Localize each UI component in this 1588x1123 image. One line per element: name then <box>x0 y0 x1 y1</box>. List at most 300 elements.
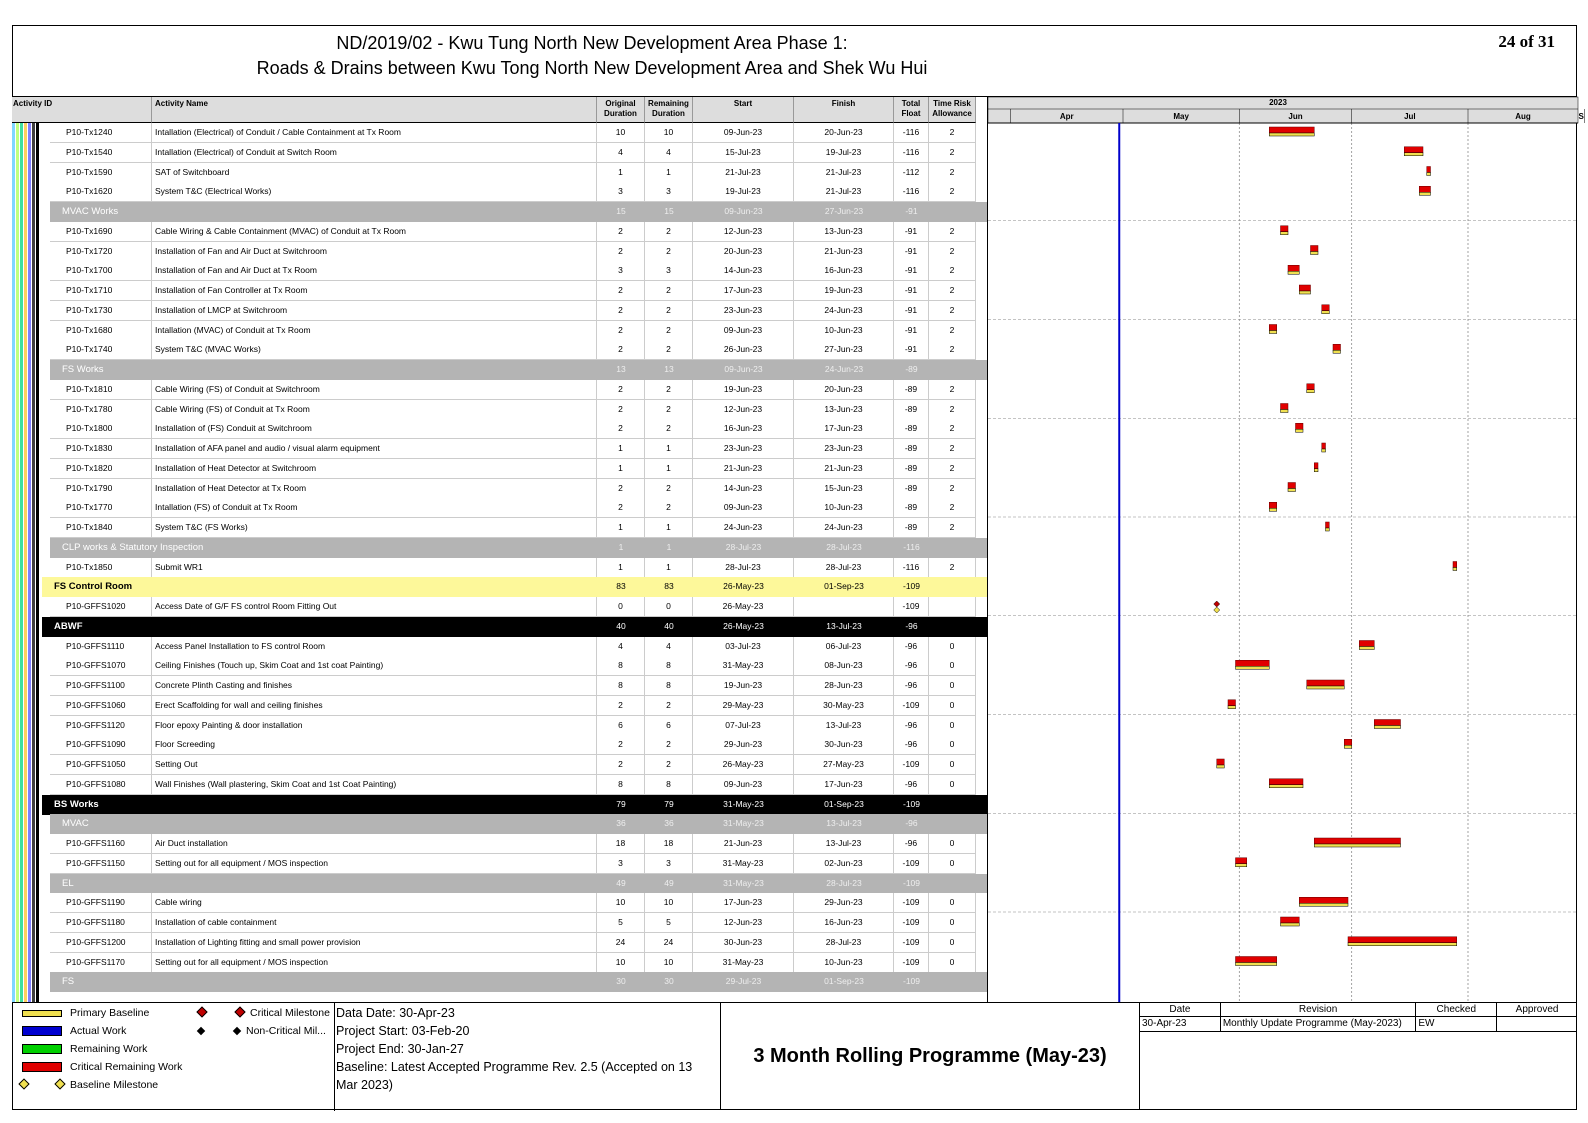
cell-tra: 2 <box>929 498 976 518</box>
cell-rem: 10 <box>645 893 693 913</box>
table-row[interactable] <box>12 459 987 479</box>
baseline-swatch <box>22 1010 62 1017</box>
activity-name: Cable wiring <box>152 893 597 913</box>
table-row[interactable] <box>12 735 987 755</box>
group-row[interactable] <box>12 202 987 222</box>
baseline-milestone-icon <box>18 1078 29 1089</box>
cell-tra: 2 <box>929 123 976 143</box>
table-row[interactable] <box>12 479 987 499</box>
baseline-bar <box>1348 943 1457 946</box>
cell-start: 15-Jul-23 <box>693 143 794 163</box>
cell-start: 09-Jun-23 <box>724 206 763 216</box>
wbs-bar <box>36 123 39 1003</box>
critical-bar <box>1281 917 1300 923</box>
cell-finish: 01-Sep-23 <box>824 581 864 592</box>
cell-orig: 2 <box>597 498 645 518</box>
activity-name: Installation of Heat Detector at Switchroom <box>152 459 597 479</box>
activity-id: P10-GFFS1060 <box>50 696 152 716</box>
cell-tra: 0 <box>929 755 976 775</box>
critical-bar <box>1288 265 1299 271</box>
cell-orig: 18 <box>597 834 645 854</box>
cell-orig: 24 <box>597 933 645 953</box>
cell-finish: 24-Jun-23 <box>824 364 864 374</box>
cell-float: -96 <box>894 775 929 795</box>
activity-name: Intallation (MVAC) of Conduit at Tx Room <box>152 321 597 341</box>
table-row[interactable] <box>12 261 987 281</box>
cell-finish: 28-Jun-23 <box>794 676 894 696</box>
group-row[interactable] <box>12 874 987 894</box>
cell-rem: 79 <box>664 798 674 809</box>
activity-id: P10-Tx1700 <box>50 261 152 281</box>
cell-float: -91 <box>894 340 929 360</box>
cell-orig: 2 <box>597 301 645 321</box>
cell-finish: 17-Jun-23 <box>794 419 894 439</box>
actual-swatch <box>22 1026 62 1036</box>
cell-float: -89 <box>905 364 918 374</box>
activity-name: Cable Wiring & Cable Containment (MVAC) of Conduit at Tx Room <box>152 222 597 242</box>
activity-name: Installation of (FS) Conduit at Switchroom <box>152 419 597 439</box>
cell-start: 21-Jun-23 <box>693 459 794 479</box>
critical-milestone-icon <box>196 1006 207 1017</box>
cell-rem: 2 <box>645 380 693 400</box>
group-name: CLP works & Statutory Inspection <box>62 541 204 553</box>
activity-id: P10-Tx1810 <box>50 380 152 400</box>
cell-orig: 8 <box>597 676 645 696</box>
critical-milestone-icon <box>234 1006 245 1017</box>
activity-id: P10-Tx1830 <box>50 439 152 459</box>
legend-label: Critical Remaining Work <box>70 1061 183 1073</box>
baseline-bar <box>1404 153 1423 156</box>
activity-name: Installation of Fan and Air Duct at Tx Room <box>152 261 597 281</box>
cell-finish: 13-Jul-23 <box>794 834 894 854</box>
table-row[interactable] <box>12 854 987 874</box>
activity-name: Intallation (Electrical) of Conduit at Switch Room <box>152 143 597 163</box>
cell-start: 12-Jun-23 <box>693 913 794 933</box>
cell-orig: 6 <box>597 716 645 736</box>
table-row[interactable] <box>12 123 987 143</box>
activity-name: Installation of Heat Detector at Tx Room <box>152 479 597 499</box>
table-row[interactable] <box>12 676 987 696</box>
activity-name: Wall Finishes (Wall plastering, Skim Coat and 1st Coat Painting) <box>152 775 597 795</box>
cell-finish: 19-Jun-23 <box>794 281 894 301</box>
cell-orig: 2 <box>597 755 645 775</box>
cell-orig: 5 <box>597 913 645 933</box>
cell-float: -96 <box>894 656 929 676</box>
cell-tra: 0 <box>929 696 976 716</box>
cell-finish: 21-Jun-23 <box>794 242 894 262</box>
critical-bar <box>1236 858 1247 864</box>
cell-start: 29-Jul-23 <box>725 976 762 987</box>
critical-bar <box>1427 167 1431 173</box>
critical-bar <box>1322 443 1326 449</box>
group-name: FS <box>62 976 75 988</box>
activity-name: Ceiling Finishes (Touch up, Skim Coat and 1st coat Painting) <box>152 656 597 676</box>
table-row[interactable] <box>12 143 987 163</box>
group-row[interactable] <box>12 972 987 992</box>
table-row[interactable] <box>12 340 987 360</box>
group-row[interactable] <box>12 795 987 815</box>
table-row[interactable] <box>12 755 987 775</box>
table-row[interactable] <box>12 913 987 933</box>
table-row[interactable] <box>12 933 987 953</box>
cell-tra: 0 <box>929 913 976 933</box>
cell-start: 31-May-23 <box>723 818 764 829</box>
legend-critical-milestone <box>198 1006 330 1020</box>
col-original-duration[interactable]: Original Duration <box>597 97 645 123</box>
baseline-bar <box>1311 252 1319 255</box>
project-start: Project Start: 03-Feb-20 <box>336 1024 470 1038</box>
cell-tra: 2 <box>929 321 976 341</box>
table-row[interactable] <box>12 696 987 716</box>
table-row[interactable] <box>12 439 987 459</box>
cell-float: -96 <box>894 676 929 696</box>
cell-tra: 2 <box>929 439 976 459</box>
cell-finish: 13-Jun-23 <box>794 400 894 420</box>
table-row[interactable] <box>12 498 987 518</box>
legend-label: Baseline Milestone <box>70 1079 159 1091</box>
cell-rem: 8 <box>645 775 693 795</box>
table-row[interactable] <box>12 281 987 301</box>
cell-start: 29-May-23 <box>693 696 794 716</box>
month-label: Jul <box>1404 112 1416 121</box>
cell-start: 30-Jun-23 <box>693 933 794 953</box>
table-row[interactable] <box>12 953 987 973</box>
cell-tra <box>929 972 976 992</box>
cell-float: -89 <box>894 479 929 499</box>
activity-name: Installation of cable containment <box>152 913 597 933</box>
cell-start: 20-Jun-23 <box>693 242 794 262</box>
cell-float: -109 <box>894 893 929 913</box>
activity-name: Installation of Lighting fitting and small power provision <box>152 933 597 953</box>
activity-name: Intallation (Electrical) of Conduit / Cable Containment at Tx Room <box>152 123 597 143</box>
cell-rem: 40 <box>664 620 674 631</box>
cell-float: -91 <box>894 242 929 262</box>
group-row[interactable] <box>12 360 987 380</box>
col-finish[interactable]: Finish <box>794 97 894 123</box>
cell-tra: 2 <box>929 340 976 360</box>
baseline-bar <box>1288 271 1299 274</box>
table-row[interactable] <box>12 518 987 538</box>
table-row[interactable] <box>12 775 987 795</box>
cell-orig: 1 <box>597 439 645 459</box>
month-label: Aug <box>1515 112 1531 121</box>
cell-orig: 49 <box>616 877 626 888</box>
cell-start: 14-Jun-23 <box>693 261 794 281</box>
table-row[interactable] <box>12 637 987 657</box>
critical-bar <box>1281 404 1289 410</box>
cell-finish: 20-Jun-23 <box>794 123 894 143</box>
cell-float: -96 <box>905 818 918 829</box>
activity-name: Submit WR1 <box>152 558 597 578</box>
cell-rem: 2 <box>645 498 693 518</box>
gantt-chart <box>987 96 1584 1002</box>
col-time-risk-allowance[interactable]: Time Risk Allowance <box>929 97 976 123</box>
month-label: May <box>1173 112 1189 121</box>
cell-finish <box>794 597 894 617</box>
activity-id: P10-Tx1730 <box>50 301 152 321</box>
cell-tra: 2 <box>929 182 976 202</box>
cell-float: -109 <box>902 798 920 809</box>
month-label: S <box>1578 112 1584 121</box>
table-row[interactable] <box>12 163 987 183</box>
activity-id: P10-Tx1540 <box>50 143 152 163</box>
cell-float: -109 <box>894 933 929 953</box>
cell-start: 17-Jun-23 <box>693 281 794 301</box>
critical-bar <box>1359 641 1374 647</box>
year-label: 2023 <box>1269 98 1287 107</box>
legend-label: Actual Work <box>70 1025 127 1037</box>
group-name: FS Control Room <box>54 581 133 593</box>
critical-bar <box>1269 779 1303 785</box>
cell-float: -116 <box>894 558 929 578</box>
cell-tra <box>929 577 976 597</box>
legend-non-critical-milestone <box>198 1024 326 1038</box>
table-row[interactable] <box>12 400 987 420</box>
cell-start: 28-Jul-23 <box>693 558 794 578</box>
cell-finish: 23-Jun-23 <box>794 439 894 459</box>
cell-tra: 2 <box>929 380 976 400</box>
cell-rem: 15 <box>664 206 674 216</box>
critical-bar <box>1217 759 1225 765</box>
activity-id: P10-GFFS1200 <box>50 933 152 953</box>
remaining-swatch <box>22 1044 62 1054</box>
cell-float: -96 <box>905 620 918 631</box>
cell-rem: 1 <box>645 439 693 459</box>
cell-finish: 16-Jun-23 <box>794 913 894 933</box>
table-row[interactable] <box>12 380 987 400</box>
activity-name: System T&C (MVAC Works) <box>152 340 597 360</box>
project-info <box>336 1004 716 1094</box>
cell-tra <box>929 202 976 222</box>
cell-tra: 2 <box>929 222 976 242</box>
cell-finish: 30-Jun-23 <box>794 735 894 755</box>
activity-name: Erect Scaffolding for wall and ceiling finishes <box>152 696 597 716</box>
cell-orig: 4 <box>597 143 645 163</box>
table-row[interactable] <box>12 597 987 617</box>
cell-rem: 24 <box>645 933 693 953</box>
cell-float: -116 <box>894 123 929 143</box>
group-name: MVAC Works <box>62 206 119 217</box>
legend-critical-remaining <box>22 1060 182 1074</box>
table-row[interactable] <box>12 419 987 439</box>
col-remaining-duration[interactable]: Remaining Duration <box>645 97 693 123</box>
group-row[interactable] <box>12 617 987 637</box>
cell-orig: 2 <box>597 340 645 360</box>
cell-rem: 49 <box>664 877 674 888</box>
baseline-bar <box>1359 647 1374 650</box>
baseline-bar <box>1269 785 1303 788</box>
cell-start: 31-May-23 <box>693 854 794 874</box>
cell-start: 31-May-23 <box>723 798 764 809</box>
col-activity-id[interactable]: Activity ID <box>12 97 152 123</box>
cell-finish: 28-Jul-23 <box>794 558 894 578</box>
cell-finish: 20-Jun-23 <box>794 380 894 400</box>
cell-start: 09-Jun-23 <box>724 364 763 374</box>
cell-finish: 01-Sep-23 <box>824 976 864 987</box>
activity-id: P10-Tx1590 <box>50 163 152 183</box>
table-row[interactable] <box>12 222 987 242</box>
cell-rem: 1 <box>645 163 693 183</box>
cell-rem: 10 <box>645 123 693 143</box>
cell-rem: 30 <box>664 976 674 987</box>
cell-orig: 2 <box>597 222 645 242</box>
cell-start: 31-May-23 <box>693 656 794 676</box>
cell-rem: 8 <box>645 656 693 676</box>
group-row[interactable] <box>12 814 987 834</box>
critical-bar <box>1296 423 1304 429</box>
cell-tra <box>929 617 976 637</box>
cell-orig: 2 <box>597 281 645 301</box>
table-row[interactable] <box>12 558 987 578</box>
cell-tra: 2 <box>929 400 976 420</box>
activity-name: Floor epoxy Painting & door installation <box>152 716 597 736</box>
critical-bar <box>1307 384 1315 390</box>
cell-start: 17-Jun-23 <box>693 893 794 913</box>
baseline-bar <box>1344 745 1352 748</box>
activity-name: Cable Wiring (FS) of Conduit at Tx Room <box>152 400 597 420</box>
table-row[interactable] <box>12 242 987 262</box>
table-row[interactable] <box>12 301 987 321</box>
col-start[interactable]: Start <box>693 97 794 123</box>
cell-tra: 2 <box>929 281 976 301</box>
table-row[interactable] <box>12 716 987 736</box>
group-row[interactable] <box>12 538 987 558</box>
cell-orig: 2 <box>597 419 645 439</box>
cell-rem: 2 <box>645 479 693 499</box>
cell-start: 24-Jun-23 <box>693 518 794 538</box>
group-row[interactable] <box>12 577 987 597</box>
baseline-milestone <box>1214 607 1220 613</box>
activity-name: Setting out for all equipment / MOS inspection <box>152 854 597 874</box>
table-row[interactable] <box>12 182 987 202</box>
table-row[interactable] <box>12 893 987 913</box>
month-label: Jun <box>1288 112 1303 121</box>
cell-orig: 3 <box>597 261 645 281</box>
critical-bar <box>1322 305 1330 311</box>
cell-float: -116 <box>903 541 920 552</box>
cell-rem: 1 <box>645 558 693 578</box>
cell-tra: 2 <box>929 261 976 281</box>
cell-orig: 10 <box>597 953 645 973</box>
cell-finish: 13-Jun-23 <box>794 222 894 242</box>
cell-rem: 4 <box>645 143 693 163</box>
group-name: EL <box>62 877 74 889</box>
title-block <box>12 25 1577 97</box>
baseline-bar <box>1288 489 1296 492</box>
cell-float: -91 <box>894 222 929 242</box>
cell-rem: 3 <box>645 854 693 874</box>
col-activity-name[interactable]: Activity Name <box>152 97 597 123</box>
group-name: MVAC <box>62 818 89 830</box>
activity-name: System T&C (FS Works) <box>152 518 597 538</box>
cell-finish: 21-Jul-23 <box>794 163 894 183</box>
revision-table <box>1140 1003 1577 1032</box>
activity-id: P10-GFFS1080 <box>50 775 152 795</box>
baseline-bar <box>1236 666 1270 669</box>
cell-rem: 5 <box>645 913 693 933</box>
baseline-bar <box>1269 133 1314 136</box>
activity-id: P10-Tx1780 <box>50 400 152 420</box>
wbs-outline-bars <box>12 123 52 1003</box>
cell-tra: 2 <box>929 479 976 499</box>
cell-orig: 30 <box>616 976 626 987</box>
wbs-bar <box>32 123 35 1003</box>
cell-tra: 0 <box>929 893 976 913</box>
critical-bar <box>1348 937 1457 943</box>
cell-orig: 2 <box>597 696 645 716</box>
cell-rem: 3 <box>645 261 693 281</box>
cell-rem: 6 <box>645 716 693 736</box>
cell-tra: 0 <box>929 637 976 657</box>
cell-float: -96 <box>894 637 929 657</box>
cell-float: -109 <box>902 976 920 987</box>
table-row[interactable] <box>12 321 987 341</box>
baseline-bar <box>1322 449 1326 452</box>
activity-id: P10-GFFS1120 <box>50 716 152 736</box>
cell-finish: 10-Jun-23 <box>794 953 894 973</box>
legend-actual-work <box>22 1024 126 1038</box>
cell-finish: 01-Sep-23 <box>824 798 864 809</box>
cell-finish: 28-Jul-23 <box>826 877 862 888</box>
cell-orig: 1 <box>597 459 645 479</box>
cell-finish: 27-Jun-23 <box>794 340 894 360</box>
title-line-1: ND/2019/02 - Kwu Tung North New Development Area Phase 1: <box>336 33 848 53</box>
cell-float: -96 <box>894 716 929 736</box>
cell-start: 09-Jun-23 <box>693 775 794 795</box>
cell-float: -89 <box>894 419 929 439</box>
cell-start: 29-Jun-23 <box>693 735 794 755</box>
critical-bar <box>1288 483 1296 489</box>
table-row[interactable] <box>12 656 987 676</box>
activity-name: Installation of AFA panel and audio / visual alarm equipment <box>152 439 597 459</box>
cell-start: 26-May-23 <box>723 620 764 631</box>
activity-id: P10-GFFS1070 <box>50 656 152 676</box>
cell-start: 03-Jul-23 <box>693 637 794 657</box>
cell-orig: 3 <box>597 854 645 874</box>
table-row[interactable] <box>12 834 987 854</box>
cell-float: -89 <box>894 380 929 400</box>
cell-orig: 1 <box>618 541 624 552</box>
cell-rem: 2 <box>645 400 693 420</box>
cell-finish: 24-Jun-23 <box>794 301 894 321</box>
non-critical-milestone-icon <box>197 1027 205 1035</box>
col-total-float[interactable]: Total Float <box>894 97 929 123</box>
cell-orig: 2 <box>597 321 645 341</box>
cell-tra <box>929 814 976 834</box>
cell-finish: 06-Jul-23 <box>794 637 894 657</box>
cell-float: -89 <box>894 459 929 479</box>
cell-finish: 13-Jul-23 <box>826 818 862 829</box>
cell-tra: 0 <box>929 775 976 795</box>
wbs-bar <box>24 123 27 1003</box>
cell-finish: 10-Jun-23 <box>794 321 894 341</box>
cell-float: -116 <box>894 182 929 202</box>
baseline-bar <box>1269 331 1277 334</box>
cell-rem: 4 <box>645 637 693 657</box>
cell-rem: 2 <box>645 301 693 321</box>
cell-orig: 2 <box>597 735 645 755</box>
cell-tra: 0 <box>929 933 976 953</box>
activity-id: P10-GFFS1170 <box>50 953 152 973</box>
cell-start: 28-Jul-23 <box>725 541 762 552</box>
cell-rem: 1 <box>645 518 693 538</box>
month-label: Apr <box>1059 112 1074 121</box>
critical-bar <box>1326 522 1330 528</box>
activity-id: P10-Tx1820 <box>50 459 152 479</box>
cell-start: 09-Jun-23 <box>693 321 794 341</box>
critical-bar <box>1453 562 1457 568</box>
cell-tra: 2 <box>929 143 976 163</box>
